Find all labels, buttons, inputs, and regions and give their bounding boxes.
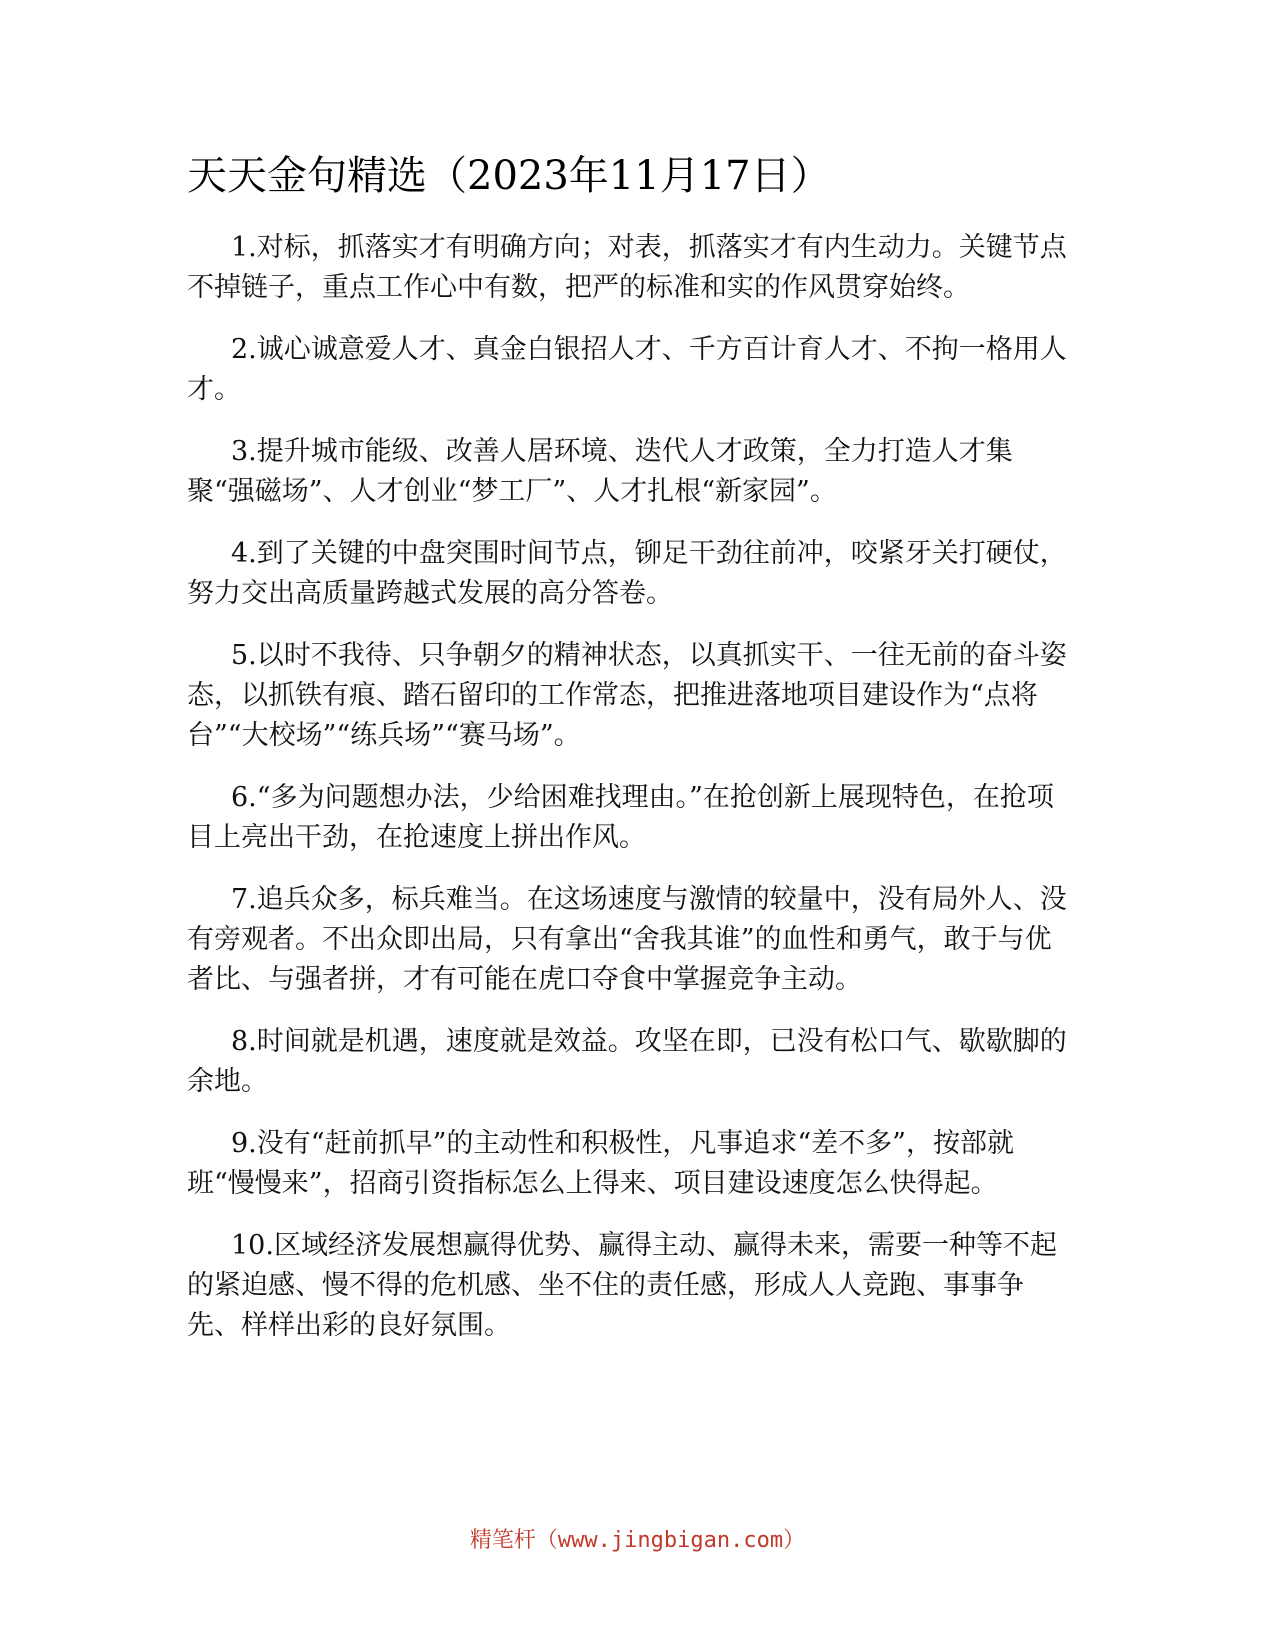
- paragraph-6: 6.“多为问题想办法，少给困难找理由。”在抢创新上展现特色，在抢项目上亮出干劲，在抢速度上拼出作风。: [187, 782, 1054, 853]
- document-body: [187, 228, 1077, 1368]
- paragraph-8: 8.时间就是机遇，速度就是效益。攻坚在即，已没有松口气、歇歇脚的余地。: [187, 1026, 1067, 1097]
- footer-source-link[interactable]: 精笔杆（www.jingbigan.com）: [469, 1528, 806, 1553]
- paragraph-2: 2.诚心诚意爱人才、真金白银招人才、千方百计育人才、不拘一格用人才。: [187, 334, 1067, 405]
- paragraph-5: 5.以时不我待、只争朝夕的精神状态，以真抓实干、一往无前的奋斗姿态，以抓铁有痕、踏石留印的工作常态，把推进落地项目建设作为“点将台”“大校场”“练兵场”“赛马场”。: [187, 640, 1067, 751]
- paragraph-7: 7.追兵众多，标兵难当。在这场速度与激情的较量中，没有局外人、没有旁观者。不出众即出局，只有拿出“舍我其谁”的血性和勇气，敢于与优者比、与强者拼，才有可能在虎口夺食中掌握竞争主动。: [187, 884, 1067, 995]
- paragraph-9: 9.没有“赶前抓早”的主动性和积极性，凡事追求“差不多”，按部就班“慢慢来”，招商引资指标怎么上得来、项目建设速度怎么快得起。: [187, 1128, 1014, 1199]
- paragraph-10: 10.区域经济发展想赢得优势、赢得主动、赢得未来，需要一种等不起的紧迫感、慢不得的危机感、坐不住的责任感，形成人人竞跑、事事争先、样样出彩的良好氛围。: [187, 1230, 1057, 1341]
- paragraph-1: 1.对标，抓落实才有明确方向；对表，抓落实才有内生动力。关键节点不掉链子，重点工作心中有数，把严的标准和实的作风贯穿始终。: [187, 232, 1067, 303]
- paragraph-4: 4.到了关键的中盘突围时间节点，铆足干劲往前冲，咬紧牙关打硬仗，努力交出高质量跨越式发展的高分答卷。: [187, 538, 1067, 609]
- paragraph-3: 3.提升城市能级、改善人居环境、迭代人才政策，全力打造人才集聚“强磁场”、人才创业“梦工厂”、人才扎根“新家园”。: [187, 436, 1013, 507]
- document-title: 天天金句精选（2023年11月17日）: [187, 153, 831, 199]
